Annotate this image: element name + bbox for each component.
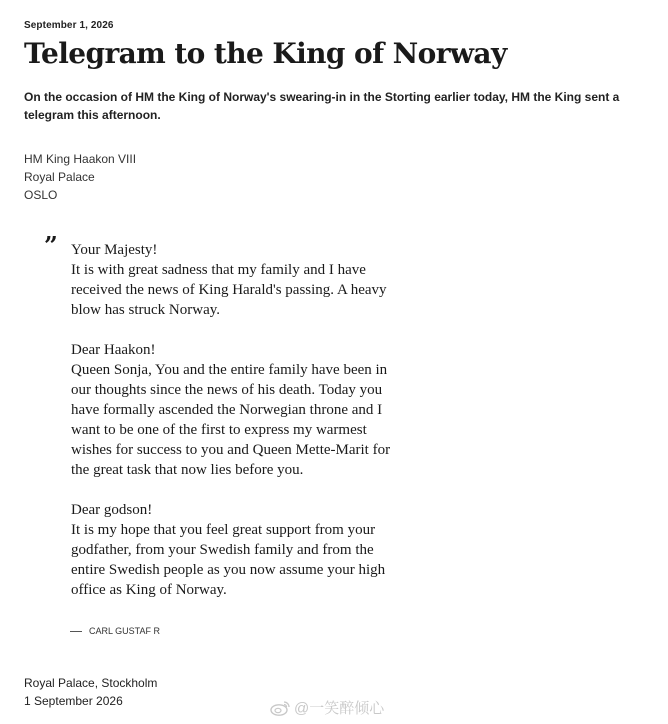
quote-paragraph bbox=[71, 240, 471, 320]
signature bbox=[70, 626, 160, 636]
quote-line: Queen Sonja, You and the entire family have been in bbox=[71, 362, 388, 378]
quote-line: want to be one of the first to express my warmest bbox=[71, 422, 367, 438]
quote-line: received the news of King Harald's passing. A heavy bbox=[71, 282, 387, 298]
quote-line: office as King of Norway. bbox=[71, 582, 227, 598]
lead-paragraph: On the occasion of HM the King of Norway's swearing-in in the Storting earlier today, HM the King sent a telegram this afternoon. bbox=[24, 90, 620, 122]
quote-line: entire Swedish people as you now assume your high bbox=[71, 562, 386, 578]
address-line: Royal Palace bbox=[24, 170, 95, 184]
quote-line: It is with great sadness that my family and I have bbox=[71, 262, 366, 278]
address-line: HM King Haakon VIII bbox=[24, 152, 137, 166]
quote-mark-icon: ” bbox=[44, 231, 58, 260]
weibo-icon bbox=[270, 700, 290, 716]
quote-line: blow has struck Norway. bbox=[71, 302, 220, 318]
page-title: Telegram to the King of Norway bbox=[24, 37, 507, 70]
quote-paragraph bbox=[71, 340, 471, 480]
signature-name: CARL GUSTAF R bbox=[89, 626, 161, 636]
sender-footer bbox=[24, 674, 157, 710]
signature-dash bbox=[70, 631, 82, 632]
quote-line: godfather, from your Swedish family and from the bbox=[71, 542, 374, 558]
watermark-text: @一笑醉倾心 bbox=[294, 700, 385, 717]
quote-line: Dear Haakon! bbox=[71, 342, 156, 358]
sender-place: Royal Palace, Stockholm bbox=[24, 676, 158, 690]
quote-line: It is my hope that you feel great support from your bbox=[71, 522, 376, 538]
quote-line: Your Majesty! bbox=[71, 242, 158, 258]
address-line: OSLO bbox=[24, 188, 58, 202]
watermark bbox=[270, 697, 384, 718]
publish-date: September 1, 2026 bbox=[24, 20, 114, 31]
quote-line: wishes for success to you and Queen Mette-Marit for bbox=[71, 442, 391, 458]
quote-body bbox=[71, 240, 471, 600]
sender-date: 1 September 2026 bbox=[24, 694, 123, 708]
quote-paragraph bbox=[71, 500, 471, 600]
quote-line: have formally ascended the Norwegian throne and I bbox=[71, 402, 383, 418]
quote-line: Dear godson! bbox=[71, 502, 153, 518]
quote-line: our thoughts since the news of his death. Today you bbox=[71, 382, 383, 398]
quote-line: the great task that now lies before you. bbox=[71, 462, 304, 478]
recipient-address bbox=[24, 150, 136, 204]
